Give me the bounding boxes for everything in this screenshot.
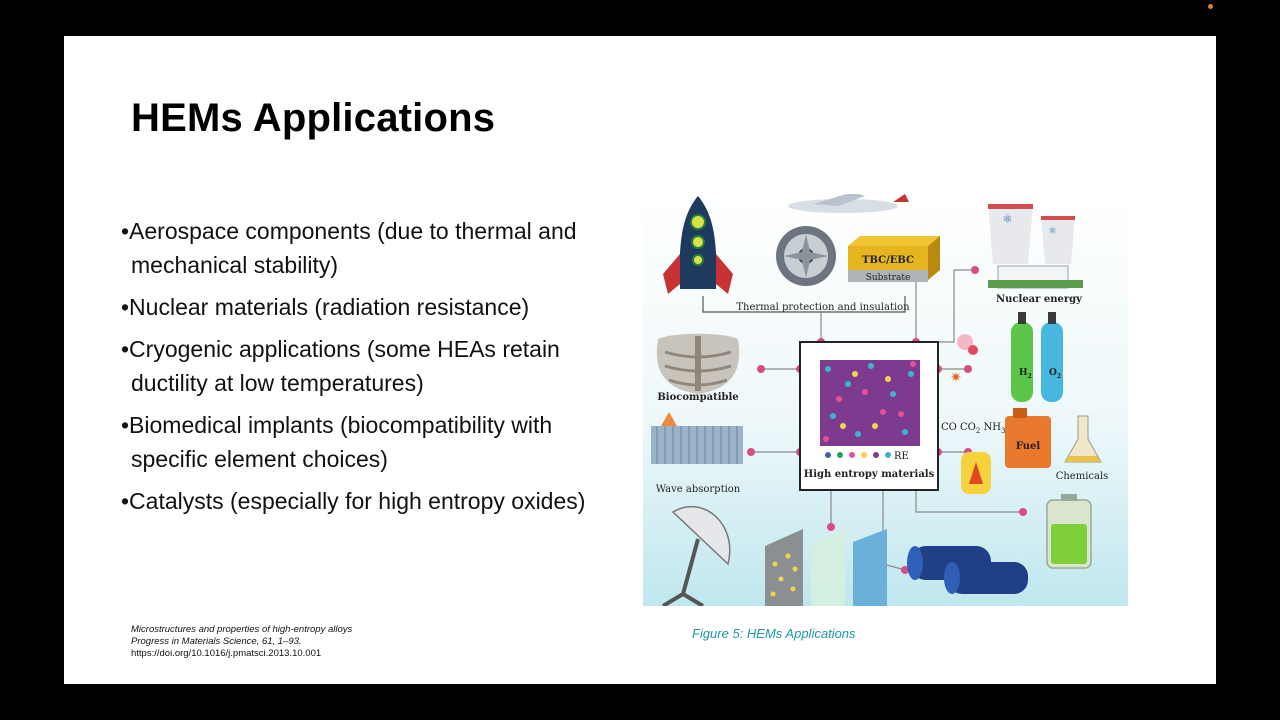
bullet-item: •Catalysts (especially for high entropy oxides) [121, 488, 586, 514]
bullet-item: •Biomedical implants (biocompatibility with specific element choices) [121, 412, 553, 472]
turbine-icon [776, 226, 836, 286]
fuel-can-icon [1005, 408, 1051, 468]
figure-svg [643, 194, 1128, 606]
energy-jar-icon [961, 452, 991, 494]
coating-block-icon [848, 236, 940, 283]
svg-text:H2: $H_2$ [1019, 368, 1032, 380]
spark-icon: ✷ [950, 369, 962, 385]
battery-icon [1047, 494, 1091, 568]
reference [131, 624, 352, 660]
gases-label: CO $CO_2$ $NH_3$ [941, 422, 1006, 435]
bullet-list [121, 214, 621, 526]
reference-journal: Progress in Materials Science, 61, 1–93. [131, 636, 302, 647]
lattice-icon [820, 360, 920, 446]
chemicals-label: Chemicals [1055, 471, 1109, 482]
substrate-label: Substrate [865, 273, 911, 283]
tbc-label: TBC/EBC [862, 255, 914, 266]
svg-text:O2: $O_2$ [1049, 368, 1062, 380]
re-label: RE [894, 451, 909, 462]
bullet-item: •Nuclear materials (radiation resistance) [121, 294, 530, 320]
hydrogen-tank-icon [1011, 312, 1033, 402]
oxygen-tank-icon [1041, 312, 1063, 402]
biocompatible-label: Biocompatible [657, 392, 739, 403]
catalyst-panels-icon [765, 529, 887, 606]
svg-text:⚛: ⚛ [1002, 212, 1013, 226]
figure-caption: Figure 5: HEMs Applications [692, 626, 856, 641]
bullet-item: •Aerospace components (due to thermal and mechanical stability) [121, 218, 577, 278]
thermal-label: Thermal protection and insulation [736, 302, 910, 313]
reference-doi[interactable]: https://doi.org/10.1016/j.pmatsci.2013.10.001 [131, 648, 322, 659]
recording-indicator [1208, 4, 1213, 9]
reference-title: Microstructures and properties of high-entropy alloys [131, 624, 353, 635]
svg-text:⚛: ⚛ [1048, 226, 1057, 237]
slide [64, 36, 1216, 684]
nuclear-label: Nuclear energy [996, 294, 1082, 305]
bullet-item: •Cryogenic applications (some HEAs retain ductility at low temperatures) [121, 336, 560, 396]
hems-applications-figure [643, 194, 1128, 606]
wave-label: Wave absorption [655, 484, 741, 495]
slide-title: HEMs Applications [131, 96, 496, 140]
fuel-label: Fuel [1015, 441, 1041, 452]
hem-label: High entropy materials [803, 469, 935, 480]
